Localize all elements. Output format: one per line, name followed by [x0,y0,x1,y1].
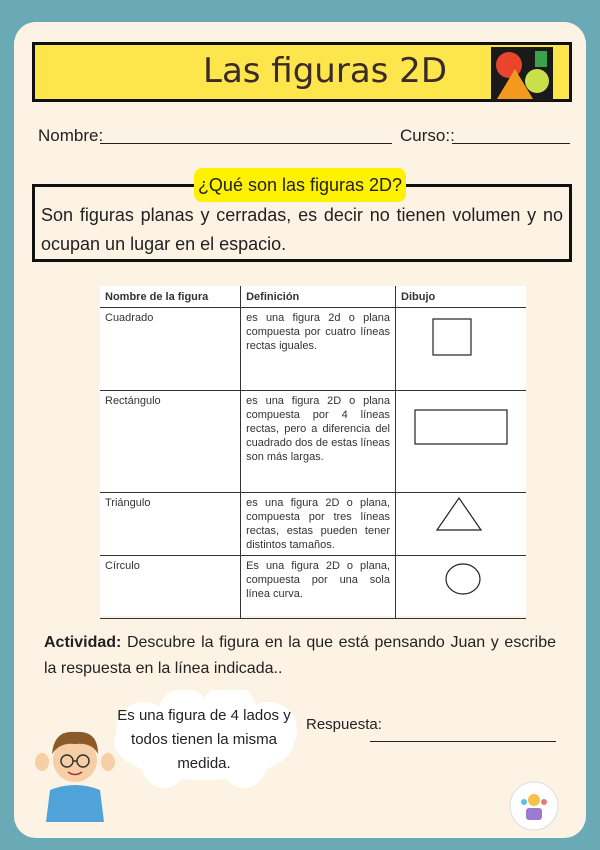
shape-name: Triángulo [100,493,241,556]
answer-label: Respuesta: [306,716,382,733]
activity-instructions [44,630,556,682]
table-row [100,391,526,493]
shape-drawing [396,308,527,391]
triangle-icon [401,496,521,548]
col-header-definition: Definición [241,286,396,308]
course-field[interactable] [452,143,570,144]
table-row [100,308,526,391]
shapes-table [100,286,526,616]
shape-definition: es una figura 2D o plana, compuesta por tres líneas rectas, estas pueden tener distintos tamaños. [241,493,396,556]
col-header-drawing: Dibujo [396,286,527,308]
shape-definition: es una figura 2D o plana compuesta por 4 líneas rectas, pero a diferencia del cuadrado dos de estas líneas son más largas. [241,391,396,493]
activity-text: Descubre la figura en la que está pensando Juan y escribe la respuesta en la línea indicada.. [44,634,556,677]
answer-field[interactable] [370,741,556,742]
shape-definition: Es una figura 2D o plana, compuesta por una sola línea curva. [241,556,396,619]
name-field[interactable] [100,143,392,144]
col-header-name: Nombre de la figura [100,286,241,308]
table-row [100,493,526,556]
name-label: Nombre: [38,126,104,145]
shape-drawing [396,391,527,493]
circle-icon [401,559,521,611]
rectangle-icon [401,394,521,474]
shapes-logo-icon [491,47,553,101]
shape-definition: es una figura 2d o plana compuesta por cuatro líneas rectas iguales. [241,308,396,391]
page-title: Las figuras 2D [203,51,447,91]
shape-name: Rectángulo [100,391,241,493]
clue-text: Es una figura de 4 lados y todos tienen la misma medida. [117,707,291,772]
definition-box: Son figuras planas y cerradas, es decir no tienen volumen y no ocupan un lugar en el espacio. [32,184,572,262]
shape-name: Cuadrado [100,308,241,391]
boy-character-icon [30,712,120,822]
author-seal-icon [508,780,560,832]
title-banner [32,42,572,102]
shape-drawing [396,556,527,619]
question-badge: ¿Qué son las figuras 2D? [194,168,406,202]
table-row [100,556,526,619]
square-icon [401,311,521,381]
shape-name: Círculo [100,556,241,619]
shape-drawing [396,493,527,556]
course-label: Curso:: [400,126,455,145]
activity-label: Actividad: [44,634,122,651]
